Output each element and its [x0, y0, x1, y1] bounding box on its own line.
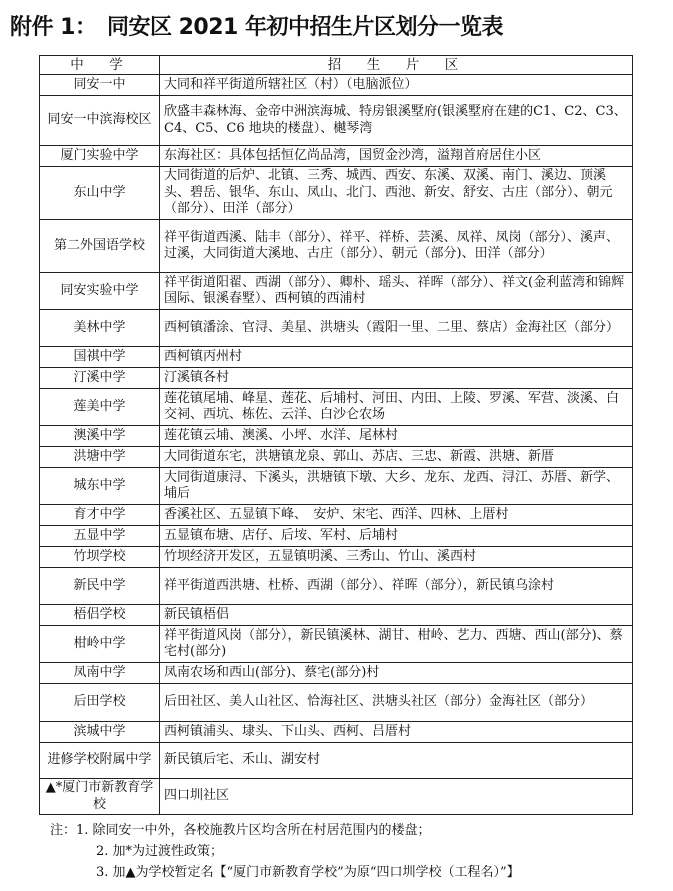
table-row	[40, 743, 633, 779]
school-cell: 莲美中学	[40, 389, 160, 426]
school-cell: 城东中学	[40, 468, 160, 505]
school-cell: 同安实验中学	[40, 273, 160, 310]
note-item	[50, 862, 670, 883]
school-cell: 新民中学	[40, 568, 160, 605]
table-row	[40, 75, 633, 96]
area-cell: 大同街道的后炉、北镇、三秀、城西、西安、东溪、双溪、南门、溪边、顶溪头、碧岳、银华、东山、凤山、北门、西池、新安、舒安、古庄（部分）、朝元（部分）、田洋（部分）	[160, 167, 633, 220]
header-school: 中 学	[40, 56, 160, 75]
school-cell: 后田学校	[40, 684, 160, 722]
table-row	[40, 96, 633, 146]
area-cell: 莲花镇云埔、澳溪、小坪、水洋、尾林村	[160, 426, 633, 447]
area-cell: 西柯镇丙州村	[160, 347, 633, 368]
area-cell: 大同街道东宅，洪塘镇龙泉、郭山、苏店、三忠、新霞、洪塘、新厝	[160, 447, 633, 468]
school-cell: 滨城中学	[40, 722, 160, 743]
school-cell: 育才中学	[40, 505, 160, 526]
school-cell: 竹坝学校	[40, 547, 160, 568]
area-cell: 祥平街道风岗（部分），新民镇溪林、湖甘、柑岭、艺力、西塘、西山(部分)、蔡宅村(部分)	[160, 626, 633, 663]
note-text: 2. 加*为过渡性政策；	[96, 844, 224, 859]
table-row	[40, 663, 633, 684]
table-row	[40, 273, 633, 310]
table-row	[40, 468, 633, 505]
page-title: 附件 1： 同安区 2021 年初中招生片区划分一览表	[10, 15, 504, 40]
table-row	[40, 779, 633, 815]
enrollment-zone-table	[39, 55, 633, 815]
table-row	[40, 167, 633, 220]
table-row	[40, 547, 633, 568]
school-cell: 第二外国语学校	[40, 220, 160, 273]
school-cell: 同安一中	[40, 75, 160, 96]
table-row	[40, 220, 633, 273]
area-cell: 祥平街道西洪塘、杜桥、西湖（部分）、祥晖（部分），新民镇乌涂村	[160, 568, 633, 605]
table-row	[40, 526, 633, 547]
area-cell: 五显镇布塘、店仔、后垵、军村、后埔村	[160, 526, 633, 547]
school-cell: 国祺中学	[40, 347, 160, 368]
school-cell: 美林中学	[40, 310, 160, 347]
notes	[50, 820, 670, 883]
school-cell: 柑岭中学	[40, 626, 160, 663]
table-row	[40, 626, 633, 663]
area-cell: 西柯镇浦头、埭头、下山头、西柯、吕厝村	[160, 722, 633, 743]
school-cell: 进修学校附属中学	[40, 743, 160, 779]
table-row	[40, 347, 633, 368]
area-cell: 香溪社区、五显镇下峰、 安炉、宋宅、西洋、四林、上厝村	[160, 505, 633, 526]
school-cell: 同安一中滨海校区	[40, 96, 160, 146]
school-cell: ▲*厦门市新教育学校	[40, 779, 160, 815]
area-cell: 后田社区、美人山社区、恰海社区、洪塘头社区（部分）金海社区（部分）	[160, 684, 633, 722]
school-cell: 东山中学	[40, 167, 160, 220]
table-row	[40, 426, 633, 447]
school-cell: 汀溪中学	[40, 368, 160, 389]
table-row	[40, 447, 633, 468]
area-cell: 新民镇梧侣	[160, 605, 633, 626]
table-row	[40, 605, 633, 626]
area-cell: 欣盛丰森林海、金帝中洲滨海城、特房银溪墅府(银溪墅府在建的C1、C2、C3、C4、C5、C6 地块的楼盘）、樾琴湾	[160, 96, 633, 146]
school-cell: 洪塘中学	[40, 447, 160, 468]
table-row	[40, 310, 633, 347]
table-row	[40, 389, 633, 426]
school-cell: 厦门实验中学	[40, 146, 160, 167]
table-header-row	[40, 56, 633, 75]
school-cell: 梧侣学校	[40, 605, 160, 626]
area-cell: 大同街道康浔、下溪头，洪塘镇下墩、大乡、龙东、龙西、浔江、苏厝、新学、埔后	[160, 468, 633, 505]
notes-label: 注：	[50, 823, 77, 838]
area-cell: 凤南农场和西山(部分)、蔡宅(部分)村	[160, 663, 633, 684]
area-cell: 莲花镇尾埔、峰星、莲花、后埔村、河田、内田、上陵、罗溪、军营、淡溪、白交祠、西坑、栋佐、云洋、白沙仑农场	[160, 389, 633, 426]
note-text: 3. 加▲为学校暂定名【“厦门市新教育学校”为原“四口圳学校（工程名）”】	[96, 865, 520, 880]
table-row	[40, 505, 633, 526]
table-row	[40, 684, 633, 722]
school-cell: 澳溪中学	[40, 426, 160, 447]
area-cell: 祥平街道西溪、陆丰（部分）、祥平、祥桥、芸溪、凤祥、凤岗（部分）、溪声、过溪，大同街道大溪地、古庄（部分）、朝元（部分)、田洋（部分）	[160, 220, 633, 273]
header-area: 招 生 片 区	[160, 56, 633, 75]
area-cell: 东海社区：具体包括恒亿尚品湾，国贸金沙湾，溢翔首府居住小区	[160, 146, 633, 167]
area-cell: 新民镇后宅、禾山、湖安村	[160, 743, 633, 779]
note-item	[50, 841, 670, 862]
note-text: 1. 除同安一中外，各校施教片区均含所在村居范围内的楼盘；	[76, 823, 431, 838]
area-cell: 西柯镇潘涂、官浔、美星、洪塘头（霞阳一里、二里、蔡店）金海社区（部分）	[160, 310, 633, 347]
table-row	[40, 146, 633, 167]
table-row	[40, 722, 633, 743]
school-cell: 凤南中学	[40, 663, 160, 684]
area-cell: 竹坝经济开发区，五显镇明溪、三秀山、竹山、溪西村	[160, 547, 633, 568]
table-row	[40, 568, 633, 605]
area-cell: 祥平街道阳翟、西湖（部分）、卿朴、瑶头、祥晖（部分）、祥文(金利蓝湾和锦辉国际、银溪春墅）、西柯镇的西浦村	[160, 273, 633, 310]
area-cell: 四口圳社区	[160, 779, 633, 815]
school-cell: 五显中学	[40, 526, 160, 547]
note-item	[50, 820, 670, 841]
area-cell: 汀溪镇各村	[160, 368, 633, 389]
area-cell: 大同和祥平街道所辖社区（村）（电脑派位）	[160, 75, 633, 96]
table-row	[40, 368, 633, 389]
